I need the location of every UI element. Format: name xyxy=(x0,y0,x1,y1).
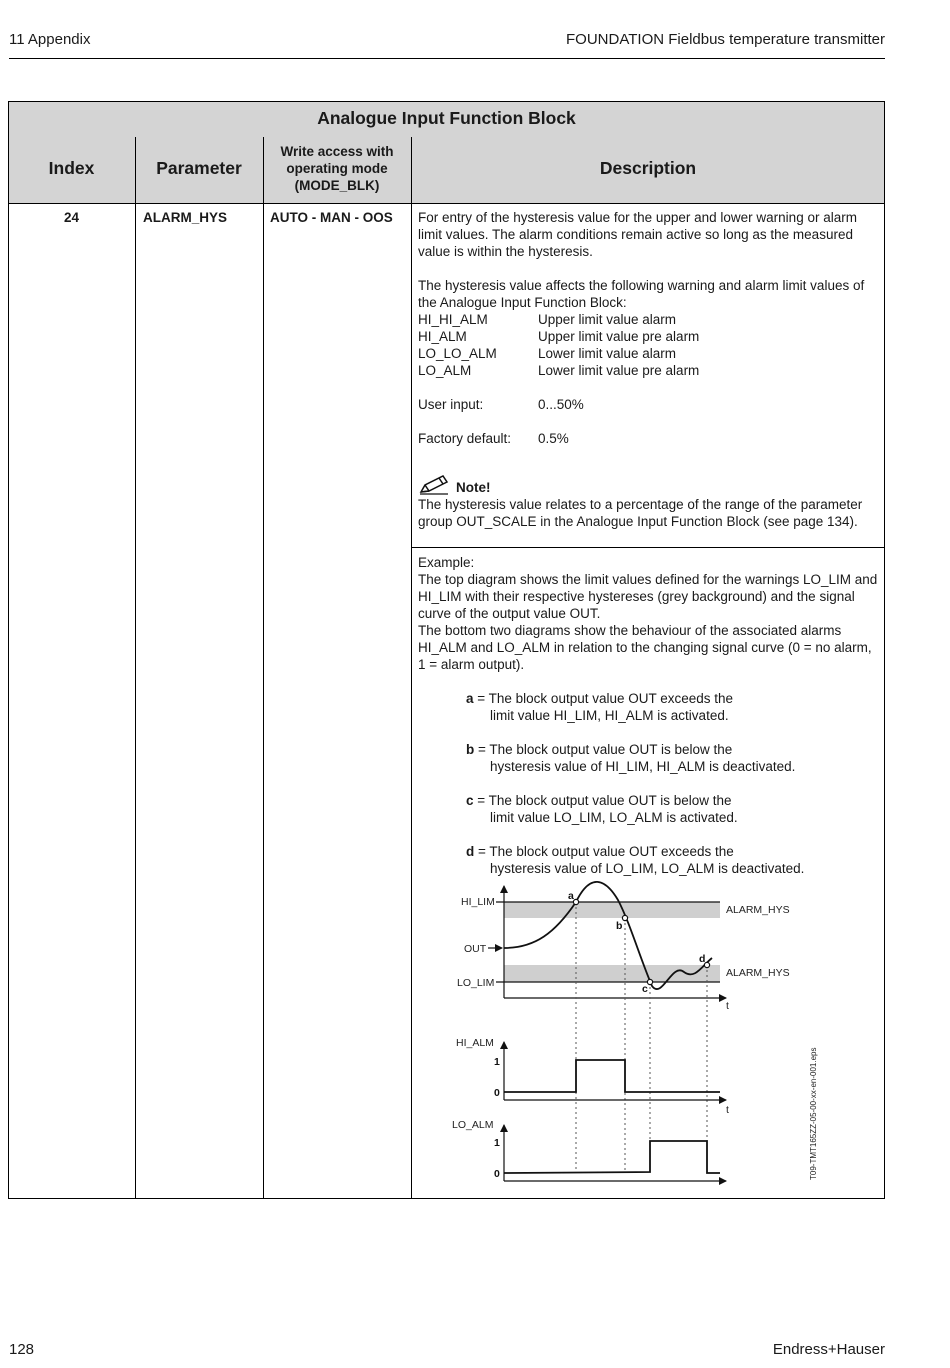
user-input-label: User input: xyxy=(418,397,484,412)
block-title: Analogue Input Function Block xyxy=(317,108,576,128)
header-rule xyxy=(9,58,885,59)
write-access-line-2: operating mode xyxy=(286,161,388,176)
point-c-label: c xyxy=(642,983,648,995)
intro-line: limit values. The alarm conditions remain active so long as the measured xyxy=(418,227,853,242)
limit-desc: Lower limit value pre alarm xyxy=(538,363,700,378)
write-access-line-3: (MODE_BLK) xyxy=(294,178,380,193)
legend-line-2: limit value LO_LIM, LO_ALM is activated. xyxy=(490,810,738,825)
legend-line-1: = The block output value OUT exceeds the xyxy=(473,691,734,706)
note-title-text: Note! xyxy=(456,480,491,495)
out-label: OUT xyxy=(464,943,487,955)
column-divider-3 xyxy=(411,137,412,1199)
section-header: 11 Appendix xyxy=(9,31,91,48)
limit-name: LO_ALM xyxy=(418,363,472,378)
legend-line-1: = The block output value OUT is below the xyxy=(473,793,732,808)
affects-line: The hysteresis value affects the following warning and alarm limit values of xyxy=(418,278,865,293)
legend-item-b xyxy=(466,741,880,775)
lo-lim-label: LO_LIM xyxy=(457,977,495,989)
column-header-index: Index xyxy=(48,158,95,178)
alarm-hys-top-label: ALARM_HYS xyxy=(726,904,790,916)
point-d-label: d xyxy=(699,953,706,965)
table-border-top xyxy=(8,101,885,102)
hi-alm-one-label: 1 xyxy=(494,1056,500,1068)
table-border-left xyxy=(8,101,9,1199)
description-example xyxy=(418,554,880,877)
note-title xyxy=(418,474,880,496)
legend-key: d xyxy=(466,844,475,859)
row-write-access: AUTO - MAN - OOS xyxy=(270,210,393,225)
row-index: 24 xyxy=(63,210,80,225)
write-access-line-1: Write access with xyxy=(280,144,394,159)
column-header-description: Description xyxy=(599,158,697,178)
example-line: curve of the output value OUT. xyxy=(418,606,601,621)
example-line: The bottom two diagrams show the behaviour of the associated alarms xyxy=(418,623,842,638)
point-b-label: b xyxy=(616,920,623,932)
legend-item-a xyxy=(466,690,880,724)
limit-item xyxy=(418,311,880,328)
t-top-label: t xyxy=(726,1000,729,1012)
figure-file-reference: T09-TMT165ZZ-05-00-xx-en-001.eps xyxy=(809,1047,818,1180)
example-line: HI_ALM and LO_ALM in relation to the changing signal curve (0 = no alarm, xyxy=(418,640,872,655)
example-line: 1 = alarm output). xyxy=(418,657,525,672)
hi-alm-zero-label: 0 xyxy=(494,1087,500,1099)
example-line: The top diagram shows the limit values defined for the warnings LO_LIM and xyxy=(418,572,878,587)
legend-line-2: hysteresis value of HI_LIM, HI_ALM is deactivated. xyxy=(490,759,796,774)
limit-item xyxy=(418,362,880,379)
page-number: 128 xyxy=(9,1341,35,1358)
point-a-marker xyxy=(573,899,578,904)
factory-default xyxy=(418,430,880,447)
hysteresis-diagram xyxy=(440,878,820,1188)
brand-name: Endress+Hauser xyxy=(772,1341,885,1358)
legend-key: b xyxy=(466,742,475,757)
legend-item-c xyxy=(466,792,880,826)
intro-line: value is within the hysteresis. xyxy=(418,244,593,259)
affects-line: the Analogue Input Function Block: xyxy=(418,295,627,310)
example-line: HI_LIM with their respective hystereses (grey background) and the signal xyxy=(418,589,855,604)
column-header-write-access xyxy=(263,143,411,194)
factory-default-value: 0.5% xyxy=(538,431,569,446)
limit-desc: Lower limit value alarm xyxy=(538,346,677,361)
description-separator xyxy=(411,547,885,548)
table-header-bottom-border xyxy=(8,203,885,204)
limit-desc: Upper limit value alarm xyxy=(538,312,677,327)
point-a-label: a xyxy=(568,890,574,902)
lo-alm-one-label: 1 xyxy=(494,1137,500,1149)
limit-item xyxy=(418,345,880,362)
lo-alm-label: LO_ALM xyxy=(452,1119,494,1131)
column-divider-1 xyxy=(135,137,136,1199)
column-divider-2 xyxy=(263,137,264,1199)
lo-alm-signal xyxy=(504,1141,720,1173)
legend-line-2: hysteresis value of LO_LIM, LO_ALM is deactivated. xyxy=(490,861,805,876)
legend-line-2: limit value HI_LIM, HI_ALM is activated. xyxy=(490,708,729,723)
hi-lim-label: HI_LIM xyxy=(461,896,495,908)
limit-name: HI_ALM xyxy=(418,329,467,344)
legend-key: a xyxy=(466,691,474,706)
t-mid-label: t xyxy=(726,1104,729,1116)
document-title: FOUNDATION Fieldbus temperature transmitter xyxy=(566,31,885,48)
legend-key: c xyxy=(466,793,474,808)
table-border-bottom xyxy=(8,1198,885,1199)
intro-line: For entry of the hysteresis value for the upper and lower warning or alarm xyxy=(418,210,857,225)
limit-item xyxy=(418,328,880,345)
hi-alm-signal xyxy=(504,1060,720,1092)
example-label: Example: xyxy=(418,555,475,570)
point-b-marker xyxy=(622,915,627,920)
note-line: The hysteresis value relates to a percentage of the range of the parameter xyxy=(418,497,863,512)
column-header-parameter: Parameter xyxy=(156,158,242,178)
pencil-icon xyxy=(418,474,450,496)
hi-lim-hysteresis-band xyxy=(504,902,720,918)
alarm-hys-bottom-label: ALARM_HYS xyxy=(726,967,790,979)
description-main xyxy=(418,209,880,530)
user-input-value: 0...50% xyxy=(538,397,584,412)
limit-name: LO_LO_ALM xyxy=(418,346,497,361)
lo-alm-zero-label: 0 xyxy=(494,1168,500,1180)
legend-item-d xyxy=(466,843,880,877)
limit-name: HI_HI_ALM xyxy=(418,312,488,327)
note-line: group OUT_SCALE in the Analogue Input Function Block (see page 134). xyxy=(418,514,858,529)
hi-alm-label: HI_ALM xyxy=(456,1037,494,1049)
row-parameter: ALARM_HYS xyxy=(143,210,228,225)
point-c-marker xyxy=(647,979,652,984)
legend-line-1: = The block output value OUT exceeds the xyxy=(474,844,734,859)
legend-line-1: = The block output value OUT is below the xyxy=(474,742,733,757)
factory-default-label: Factory default: xyxy=(418,431,512,446)
user-input xyxy=(418,396,880,413)
limit-desc: Upper limit value pre alarm xyxy=(538,329,700,344)
table-border-right xyxy=(884,101,885,1199)
